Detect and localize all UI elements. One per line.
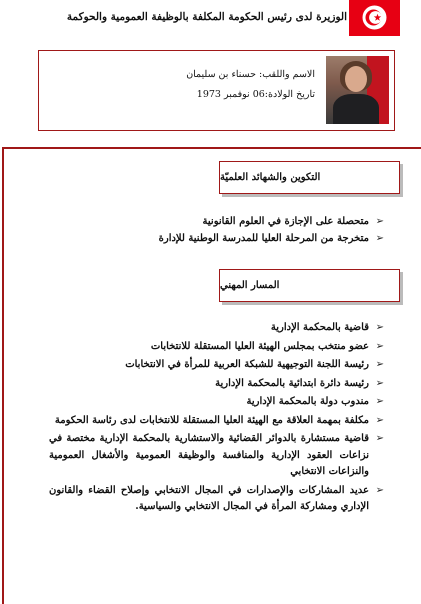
left-border — [2, 147, 4, 604]
education-list — [49, 214, 384, 247]
check-arrow-icon: ➢ — [375, 484, 384, 496]
list-item: ➢ متحصلة على الإجازة في العلوم القانونية — [49, 214, 384, 231]
list-item: ➢ مكلفة بمهمة العلاقة مع الهيئة العليا المستقلة للانتخابات لدى رئاسة الحكومة — [49, 413, 384, 430]
education-section-title: التكوين والشهائد العلميّة — [219, 161, 400, 194]
check-arrow-icon: ➢ — [375, 232, 384, 244]
check-arrow-icon: ➢ — [375, 340, 384, 352]
check-arrow-icon: ➢ — [375, 433, 384, 444]
page-title: الوزيرة لدى رئيس الحكومة المكلفة بالوظيفة العمومية والحوكمة — [66, 11, 347, 23]
tunisia-flag-icon — [349, 0, 400, 36]
list-item: ➢ عضو منتخب بمجلس الهيئة العليا المستقلة للانتخابات — [49, 339, 384, 356]
list-item: ➢ عديد المشاركات والإصدارات في المجال الانتخابي وإصلاح القضاء والقانون الإداري ومشاركة المرأة في المجال الانتخابي والسياسية. — [49, 484, 384, 512]
check-arrow-icon: ➢ — [375, 322, 384, 333]
check-arrow-icon: ➢ — [375, 414, 384, 426]
profile-birthdate: تاريخ الولادة:06 نوفمبر 1973 — [196, 89, 315, 100]
list-item: ➢ رئيسة اللجنة التوجيهية للشبكة العربية للمرأة في الانتخابات — [49, 357, 384, 374]
check-arrow-icon: ➢ — [375, 396, 384, 407]
check-arrow-icon: ➢ — [375, 359, 384, 370]
list-item: ➢ مندوب دولة بالمحكمة الإدارية — [49, 394, 384, 411]
list-item: ➢ قاضية مستشارة بالدوائر القضائية والاستشارية بالمحكمة الإدارية مختصة في نزاعات العقود الإدارية والمنافسة والوظيفة العمومية والأشغال العمومية والنزاعات الانتخابي — [49, 433, 384, 477]
list-item: ➢ متخرجة من المرحلة العليا للمدرسة الوطنية للإدارة — [49, 231, 384, 248]
crescent-star-icon — [362, 5, 387, 30]
list-item: ➢ رئيسة دائرة ابتدائية بالمحكمة الإدارية — [49, 376, 384, 393]
list-item: ➢ قاضية بالمحكمة الإدارية — [49, 320, 384, 337]
profile-info — [186, 65, 315, 105]
career-list — [49, 320, 384, 516]
check-arrow-icon: ➢ — [375, 216, 384, 227]
check-arrow-icon: ➢ — [375, 377, 384, 389]
profile-photo — [326, 56, 389, 124]
profile-name: الاسم واللقب: حسناء بن سليمان — [186, 69, 315, 80]
section-divider — [2, 147, 421, 149]
profile-box — [38, 50, 395, 131]
career-section-title: المسار المهني — [219, 269, 400, 302]
